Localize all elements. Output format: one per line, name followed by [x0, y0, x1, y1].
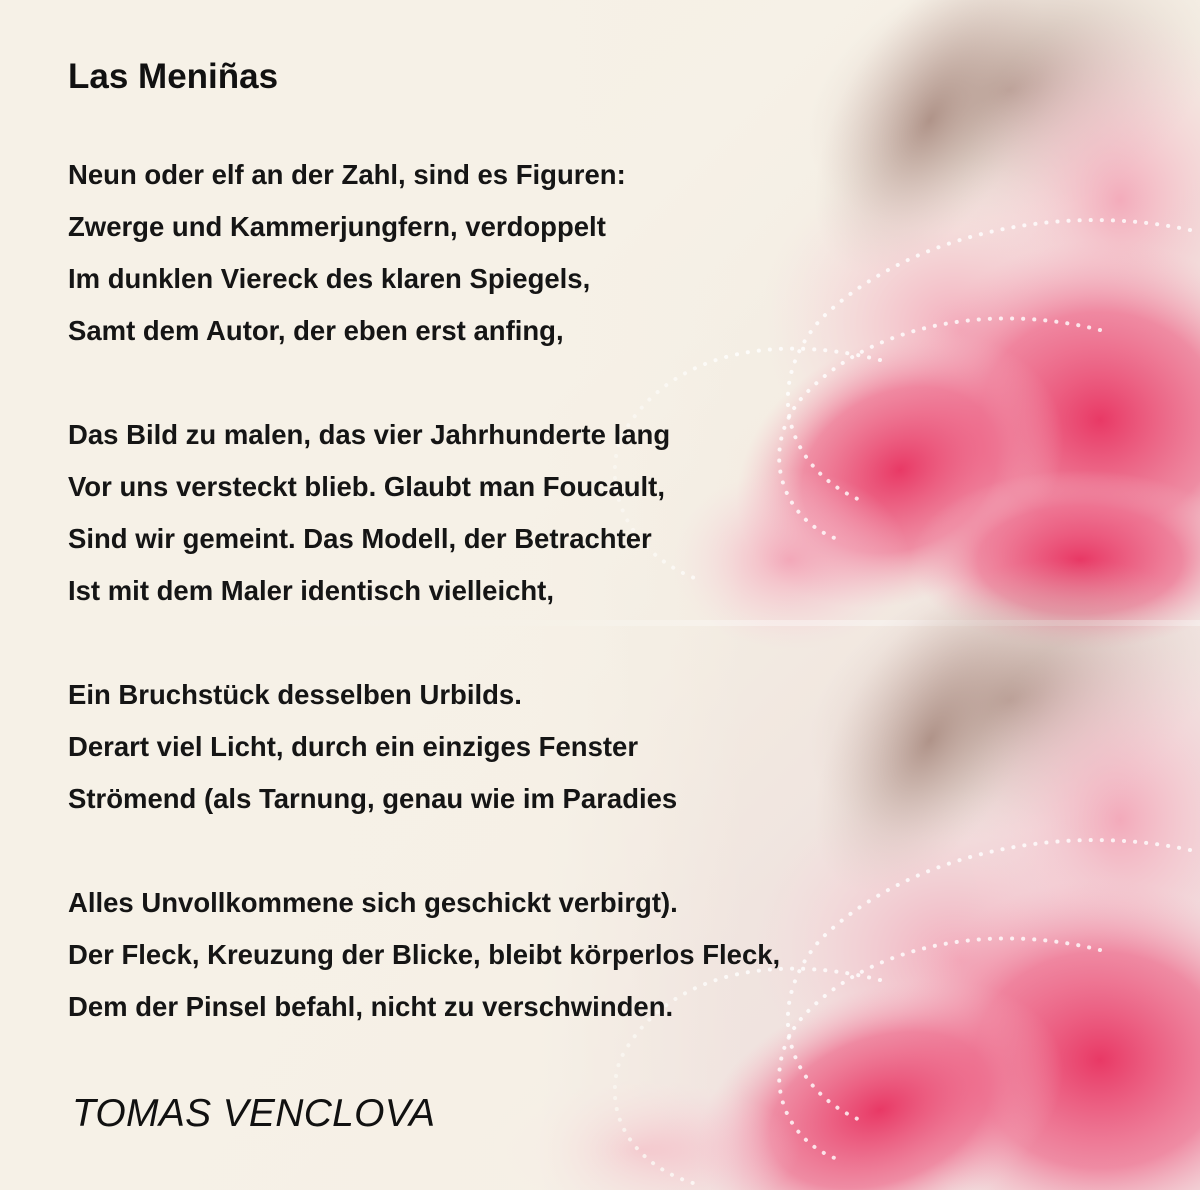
poem-line: Ein Bruchstück desselben Urbilds.	[68, 679, 522, 710]
poem-line: Dem der Pinsel befahl, nicht zu verschwinden.	[68, 991, 674, 1022]
poem-line: Derart viel Licht, durch ein einziges Fenster	[68, 731, 639, 762]
poem-line: Samt dem Autor, der eben erst anfing,	[68, 315, 564, 346]
poem-line: Vor uns versteckt blieb. Glaubt man Foucault,	[68, 471, 665, 502]
poem-line: Das Bild zu malen, das vier Jahrhunderte lang	[68, 419, 671, 450]
stanza-4	[68, 877, 780, 1033]
poem-line: Ist mit dem Maler identisch vielleicht,	[68, 575, 554, 606]
poem-content	[68, 0, 1068, 1190]
poem-line: Strömend (als Tarnung, genau wie im Paradies	[68, 783, 678, 814]
poem-title: Las Meniñas	[68, 57, 279, 96]
poem-line: Neun oder elf an der Zahl, sind es Figuren:	[68, 159, 626, 190]
poem-line: Im dunklen Viereck des klaren Spiegels,	[68, 263, 591, 294]
stanza-1	[68, 149, 626, 357]
stanza-3	[68, 669, 677, 825]
poem-line: Alles Unvollkommene sich geschickt verbirgt).	[68, 887, 678, 918]
poem-author: TOMAS VENCLOVA	[72, 1092, 436, 1135]
poem-line: Der Fleck, Kreuzung der Blicke, bleibt körperlos Fleck,	[68, 939, 781, 970]
stanza-2	[68, 409, 670, 617]
poem-line: Zwerge und Kammerjungfern, verdoppelt	[68, 211, 606, 242]
poem-line: Sind wir gemeint. Das Modell, der Betrachter	[68, 523, 652, 554]
